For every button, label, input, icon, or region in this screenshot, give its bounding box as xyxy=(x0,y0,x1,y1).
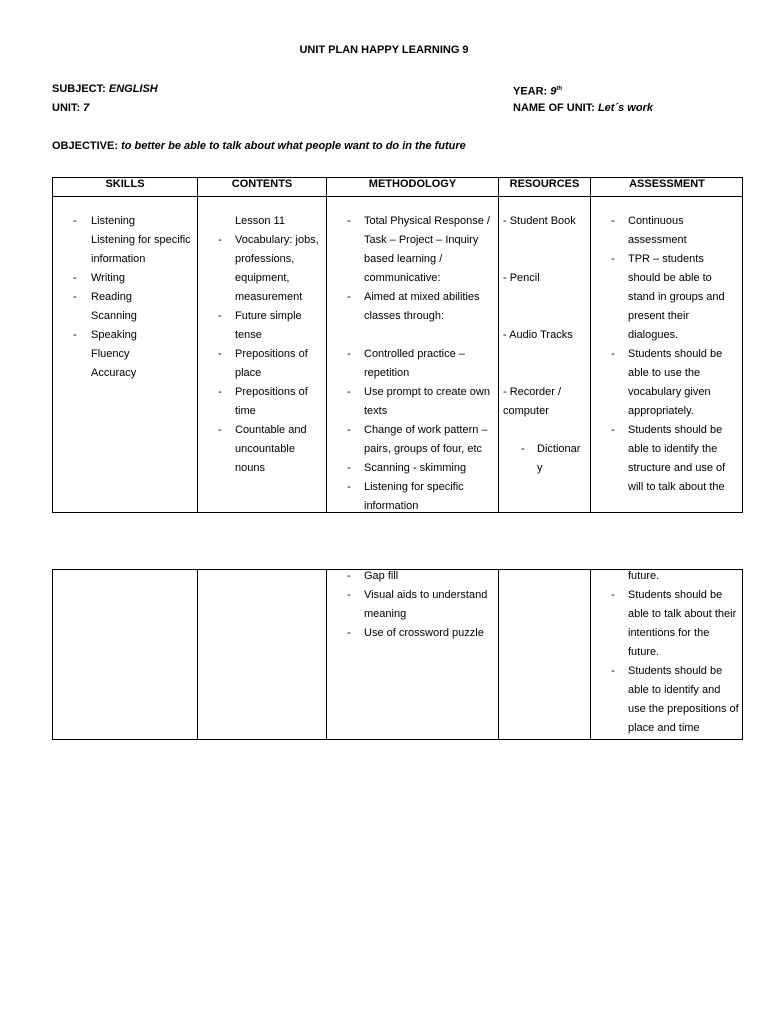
list-item-text: Vocabulary: jobs, xyxy=(235,234,319,246)
objective-text: to better be able to talk about what people want to do in the future xyxy=(121,140,466,152)
list-item xyxy=(53,269,197,288)
list-item xyxy=(591,700,743,719)
list-item-text: Aimed at mixed abilities xyxy=(364,291,480,303)
list-item xyxy=(591,719,743,738)
list-item xyxy=(591,478,743,497)
list-item xyxy=(53,231,197,250)
list-item-text: should be able to xyxy=(628,272,712,284)
list-item xyxy=(327,459,498,478)
list-item xyxy=(499,459,590,478)
list-item xyxy=(499,231,590,250)
methodology-column-continued xyxy=(327,567,498,643)
bullet-dash: - xyxy=(347,348,351,360)
bullet-dash: - xyxy=(218,348,222,360)
list-item-text: Fluency xyxy=(91,348,130,360)
unit-plan-table xyxy=(52,177,743,513)
list-item xyxy=(53,212,197,231)
list-item xyxy=(499,440,590,459)
list-item xyxy=(198,402,326,421)
list-item xyxy=(499,345,590,364)
assessment-column xyxy=(591,212,743,497)
bullet-dash: - xyxy=(611,215,615,227)
list-item-text: Prepositions of xyxy=(235,386,308,398)
unit-label: UNIT: xyxy=(52,102,81,114)
list-item-text: able to talk about their xyxy=(628,608,737,620)
list-item-text: computer xyxy=(503,405,549,417)
list-item xyxy=(327,212,498,231)
list-item xyxy=(327,497,498,516)
list-item-text: pairs, groups of four, etc xyxy=(364,443,483,455)
list-item xyxy=(591,440,743,459)
list-item xyxy=(327,402,498,421)
list-item-text: Future simple xyxy=(235,310,302,322)
bullet-dash: - xyxy=(218,424,222,436)
list-item-text: Total Physical Response / xyxy=(364,215,490,227)
subject-line xyxy=(52,82,158,96)
unit-name-label: NAME OF UNIT: xyxy=(513,102,595,114)
list-item-text: uncountable xyxy=(235,443,295,455)
bullet-dash: - xyxy=(611,665,615,677)
list-item xyxy=(327,250,498,269)
list-item-text: nouns xyxy=(235,462,265,474)
list-item xyxy=(327,364,498,383)
bullet-dash: - xyxy=(611,424,615,436)
list-item xyxy=(591,250,743,269)
list-item-text: will to talk about the xyxy=(628,481,725,493)
list-item-text: place xyxy=(235,367,262,379)
list-item-text: use the prepositions of xyxy=(628,703,739,715)
list-item-text: place and time xyxy=(628,722,700,734)
list-item xyxy=(591,345,743,364)
list-item-text: measurement xyxy=(235,291,303,303)
list-item xyxy=(327,586,498,605)
list-item-text: time xyxy=(235,405,256,417)
column-divider xyxy=(197,570,198,739)
list-item-text: - Audio Tracks xyxy=(503,329,573,341)
skills-column xyxy=(53,212,197,383)
list-item xyxy=(591,364,743,383)
list-item xyxy=(327,269,498,288)
list-item xyxy=(499,364,590,383)
list-item-text: TPR – students xyxy=(628,253,704,265)
list-item xyxy=(53,250,197,269)
year-line xyxy=(513,82,562,99)
list-item xyxy=(198,421,326,440)
list-item-text: information xyxy=(91,253,146,265)
list-item-text: able to identify the xyxy=(628,443,718,455)
bullet-dash: - xyxy=(347,589,351,601)
assessment-column-continued xyxy=(591,567,743,738)
list-item-text: Writing xyxy=(91,272,126,284)
list-item xyxy=(591,212,743,231)
bullet-dash: - xyxy=(73,272,77,284)
list-item xyxy=(591,567,743,586)
list-item-text: tense xyxy=(235,329,262,341)
list-item xyxy=(327,231,498,250)
list-item xyxy=(53,288,197,307)
list-item-text: Students should be xyxy=(628,348,723,360)
list-item-text: y xyxy=(537,462,543,474)
list-item xyxy=(198,364,326,383)
list-item xyxy=(198,383,326,402)
bullet-dash: - xyxy=(73,291,77,303)
bullet-dash: - xyxy=(347,570,351,582)
list-item-text: Change of work pattern – xyxy=(364,424,488,436)
methodology-column xyxy=(327,212,498,516)
list-item xyxy=(591,402,743,421)
list-item-text: communicative: xyxy=(364,272,441,284)
objective-line xyxy=(52,139,466,153)
list-item xyxy=(499,250,590,269)
list-item xyxy=(327,345,498,364)
list-item xyxy=(327,478,498,497)
list-item xyxy=(198,250,326,269)
list-item xyxy=(591,383,743,402)
list-item xyxy=(591,288,743,307)
resources-column xyxy=(499,212,590,478)
list-item-text: future. xyxy=(628,570,660,582)
list-item xyxy=(53,345,197,364)
bullet-dash: - xyxy=(73,329,77,341)
unit-name-value: Let´s work xyxy=(597,102,653,114)
year-value: 9 xyxy=(550,85,557,98)
page-title: UNIT PLAN HAPPY LEARNING 9 xyxy=(299,44,469,56)
header-skills: SKILLS xyxy=(105,178,145,190)
list-item xyxy=(198,326,326,345)
list-item xyxy=(499,288,590,307)
list-item xyxy=(53,307,197,326)
list-item-text: Prepositions of xyxy=(235,348,308,360)
header-divider xyxy=(53,196,742,197)
list-item xyxy=(198,288,326,307)
list-item-text: future. xyxy=(628,646,660,658)
list-item-text: classes through: xyxy=(364,310,445,322)
list-item xyxy=(499,212,590,231)
list-item-text: Countable and xyxy=(235,424,307,436)
list-item xyxy=(198,459,326,478)
list-item-text: structure and use of xyxy=(628,462,726,474)
bullet-dash: - xyxy=(347,424,351,436)
list-item-text: dialogues. xyxy=(628,329,679,341)
contents-column xyxy=(198,212,326,478)
list-item xyxy=(327,624,498,643)
list-item-text: Controlled practice – xyxy=(364,348,465,360)
list-item-text: Use prompt to create own xyxy=(364,386,490,398)
list-item xyxy=(198,345,326,364)
list-item xyxy=(499,383,590,402)
bullet-dash: - xyxy=(218,234,222,246)
list-item-text: - Pencil xyxy=(503,272,540,284)
list-item-text: - Student Book xyxy=(503,215,576,227)
bullet-dash: - xyxy=(611,348,615,360)
list-item xyxy=(327,307,498,326)
list-item-text: Students should be xyxy=(628,589,723,601)
list-item-text: Task – Project – Inquiry xyxy=(364,234,479,246)
bullet-dash: - xyxy=(218,386,222,398)
header-contents: CONTENTS xyxy=(231,178,293,190)
list-item-text: Use of crossword puzzle xyxy=(364,627,484,639)
list-item xyxy=(591,681,743,700)
list-item-text: repetition xyxy=(364,367,410,379)
list-item-text: information xyxy=(364,500,419,512)
list-item xyxy=(591,605,743,624)
bullet-dash: - xyxy=(347,481,351,493)
list-item-text: present their xyxy=(628,310,690,322)
list-item-text: Listening for specific xyxy=(91,234,191,246)
list-item xyxy=(327,421,498,440)
list-item-text: Visual aids to understand xyxy=(364,589,488,601)
list-item xyxy=(198,212,326,231)
list-item xyxy=(591,662,743,681)
list-item-text: able to identify and xyxy=(628,684,721,696)
list-item-text: able to use the xyxy=(628,367,701,379)
list-item-text: Students should be xyxy=(628,424,723,436)
unit-plan-table-continued xyxy=(52,569,743,740)
list-item-text: stand in groups and xyxy=(628,291,725,303)
list-item xyxy=(327,605,498,624)
list-item xyxy=(591,421,743,440)
list-item-text: assessment xyxy=(628,234,687,246)
year-label: YEAR: xyxy=(513,85,548,98)
list-item xyxy=(591,586,743,605)
bullet-dash: - xyxy=(611,253,615,265)
column-divider xyxy=(498,570,499,739)
unit-line xyxy=(52,101,89,115)
header-methodology: METHODOLOGY xyxy=(368,178,457,190)
bullet-dash: - xyxy=(611,589,615,601)
list-item xyxy=(591,307,743,326)
list-item xyxy=(198,307,326,326)
bullet-dash: - xyxy=(347,627,351,639)
list-item xyxy=(327,440,498,459)
list-item xyxy=(591,643,743,662)
objective-label: OBJECTIVE: xyxy=(52,140,119,152)
list-item-text: intentions for the xyxy=(628,627,710,639)
bullet-dash: - xyxy=(73,215,77,227)
list-item-text: Listening xyxy=(91,215,136,227)
list-item xyxy=(327,326,498,345)
list-item-text: professions, xyxy=(235,253,295,265)
header-resources: RESOURCES xyxy=(509,178,580,190)
list-item-text: Reading xyxy=(91,291,132,303)
list-item xyxy=(499,421,590,440)
list-item-text: vocabulary given xyxy=(628,386,711,398)
list-item xyxy=(591,326,743,345)
list-item-text: Lesson 11 xyxy=(235,215,285,227)
list-item xyxy=(327,567,498,586)
subject-label: SUBJECT: xyxy=(52,83,106,95)
bullet-dash: - xyxy=(347,386,351,398)
list-item-text: Scanning xyxy=(91,310,137,322)
list-item xyxy=(591,231,743,250)
list-item xyxy=(499,326,590,345)
list-item-text: texts xyxy=(364,405,388,417)
list-item xyxy=(499,307,590,326)
list-item xyxy=(591,269,743,288)
bullet-dash: - xyxy=(347,291,351,303)
bullet-dash: - xyxy=(521,443,525,455)
list-item-text: Listening for specific xyxy=(364,481,464,493)
list-item xyxy=(327,288,498,307)
list-item-text: Continuous xyxy=(628,215,684,227)
list-item-text: Speaking xyxy=(91,329,137,341)
list-item-text: - Recorder / xyxy=(503,386,562,398)
list-item-text: Gap fill xyxy=(364,570,399,582)
list-item xyxy=(198,440,326,459)
list-item xyxy=(499,402,590,421)
list-item-text: meaning xyxy=(364,608,407,620)
unit-name-line xyxy=(513,101,653,115)
list-item-text: appropriately. xyxy=(628,405,694,417)
list-item-text: Accuracy xyxy=(91,367,137,379)
list-item xyxy=(53,326,197,345)
list-item-text: Scanning - skimming xyxy=(364,462,467,474)
header-assessment: ASSESSMENT xyxy=(629,178,705,190)
list-item xyxy=(499,269,590,288)
list-item-text: equipment, xyxy=(235,272,290,284)
list-item-text: Dictionar xyxy=(537,443,581,455)
unit-value: 7 xyxy=(83,102,90,114)
list-item-text: based learning / xyxy=(364,253,443,265)
year-suffix: th xyxy=(556,86,563,92)
list-item xyxy=(198,269,326,288)
bullet-dash: - xyxy=(347,215,351,227)
bullet-dash: - xyxy=(347,462,351,474)
subject-value: ENGLISH xyxy=(108,83,158,95)
list-item xyxy=(327,383,498,402)
list-item xyxy=(198,231,326,250)
bullet-dash: - xyxy=(218,310,222,322)
list-item-text: Students should be xyxy=(628,665,723,677)
list-item xyxy=(591,459,743,478)
list-item xyxy=(591,624,743,643)
list-item xyxy=(53,364,197,383)
